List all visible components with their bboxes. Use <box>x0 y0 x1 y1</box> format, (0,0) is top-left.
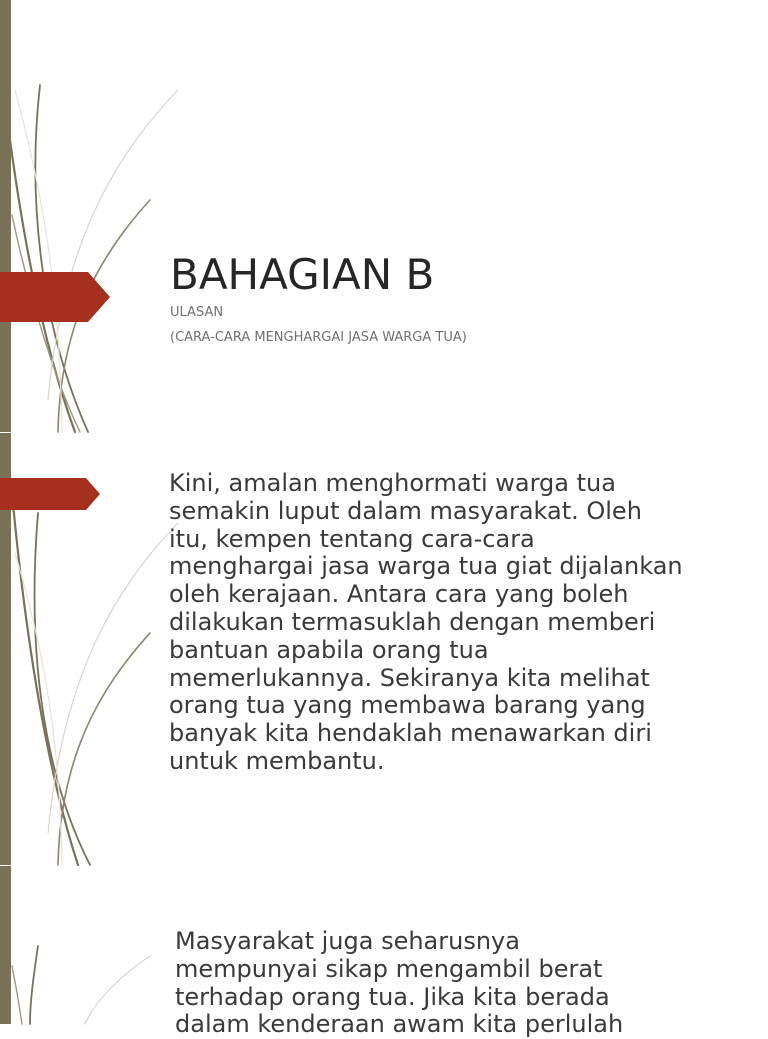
slide-3 <box>0 866 768 1039</box>
slide-body-text: Kini, amalan menghormati warga tua semakin luput dalam masyarakat. Oleh itu, kempen tentang cara-cara menghargai jasa warga tua giat dijalankan oleh kerajaan. Antara cara yang boleh dilakukan termasuklah dengan memberi bantuan apabila orang tua memerlukannya. Sekiranya kita melihat orang tua yang membawa barang yang banyak kita hendaklah menawarkan diri untuk membantu. <box>169 469 683 775</box>
slide-1 <box>0 0 768 432</box>
slide-body-text: Masyarakat juga seharusnya mempunyai sikap mengambil berat terhadap orang tua. Jika kita berada dalam kenderaan awam kita perlulah <box>175 927 624 1039</box>
slide-2 <box>0 433 768 865</box>
arrow-ribbon-icon <box>0 272 110 322</box>
slide-subtitle-detail: (CARA-CARA MENGHARGAI JASA WARGA TUA) <box>170 330 467 345</box>
decorative-vine-lines <box>0 866 200 1024</box>
slide-subtitle: ULASAN <box>170 305 224 320</box>
decorative-vine-lines <box>0 0 200 432</box>
slide-title: BAHAGIAN B <box>170 250 435 299</box>
arrow-ribbon-icon <box>0 478 100 510</box>
